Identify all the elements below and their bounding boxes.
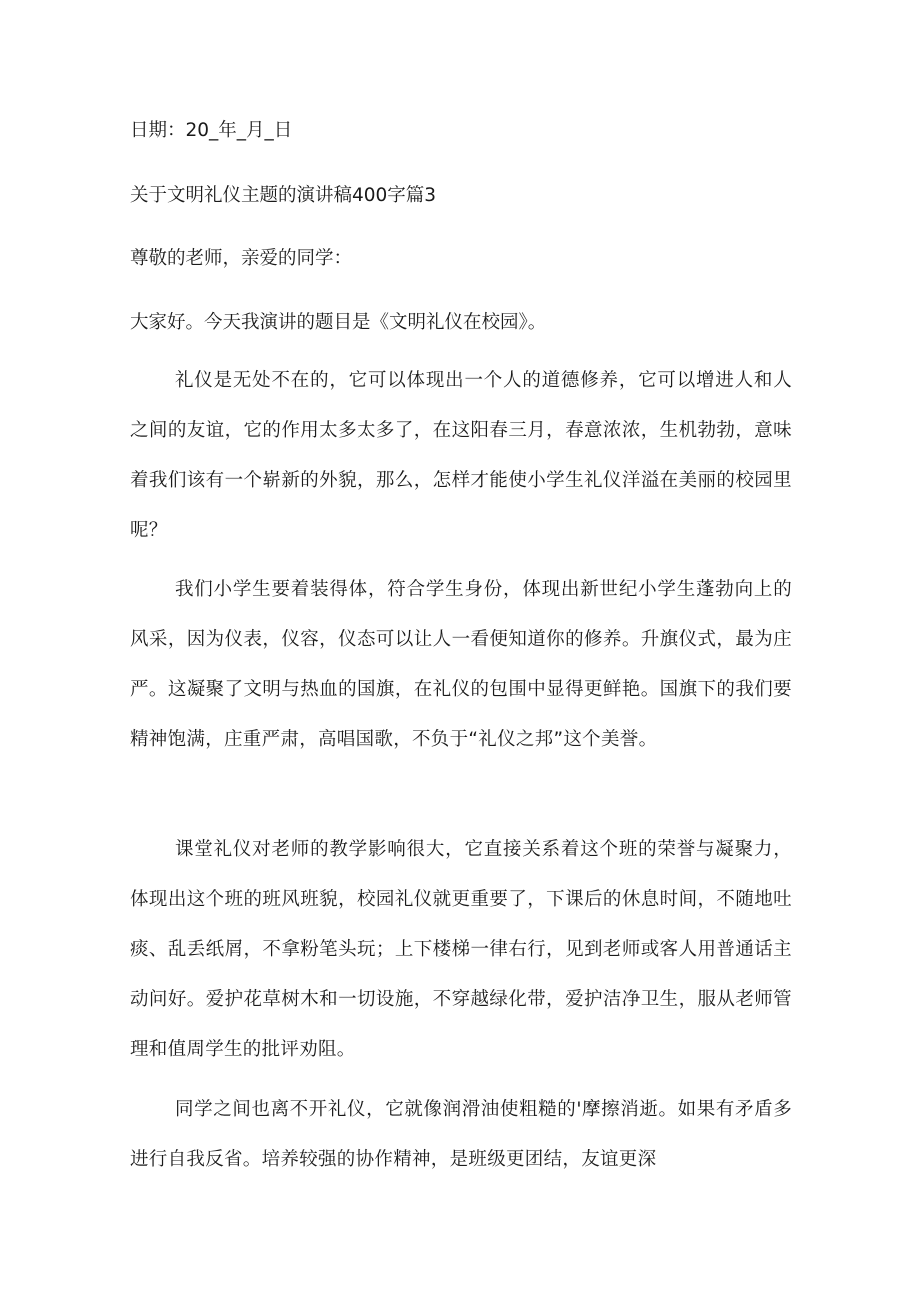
paragraph-3: 课堂礼仪对老师的教学影响很大，它直接关系着这个班的荣誉与凝聚力，体现出这个班的班风班貌，校园礼仪就更重要了，下课后的休息时间，不随地吐痰、乱丢纸屑，不拿粉笔头玩；上下楼梯一律右行，见到老师或客人用普通话主动问好。爱护花草树木和一切设施，不穿越绿化带，爱护洁净卫生，服从老师管理和值周学生的批评劝阻。 (130, 839, 792, 1060)
date-line: 日期：20_年_月_日 (130, 120, 293, 141)
intro-line: 大家好。今天我演讲的题目是《文明礼仪在校园》。 (130, 312, 547, 333)
paragraph-4: 同学之间也离不开礼仪，它就像润滑油使粗糙的'摩擦消逝。如果有矛盾多进行自我反省。培养较强的协作精神，是班级更团结，友谊更深 (130, 1099, 792, 1170)
document-title: 关于文明礼仪主题的演讲稿400字篇3 (130, 185, 437, 206)
greeting: 尊敬的老师，亲爱的同学： (130, 248, 353, 269)
paragraph-2: 我们小学生要着装得体，符合学生身份，体现出新世纪小学生蓬勃向上的风采，因为仪表，仪容，仪态可以让人一看便知道你的修养。升旗仪式，最为庄严。这凝聚了文明与热血的国旗，在礼仪的包围中显得更鲜艳。国旗下的我们要精神饱满，庄重严肃，高唱国歌，不负于“礼仪之邦”这个美誉。 (130, 579, 792, 750)
paragraph-1: 礼仪是无处不在的，它可以体现出一个人的道德修养，它可以增进人和人之间的友谊，它的作用太多太多了，在这阳春三月，春意浓浓，生机勃勃，意味着我们该有一个崭新的外貌，那么，怎样才能使小学生礼仪洋溢在美丽的校园里呢？ (130, 370, 792, 541)
